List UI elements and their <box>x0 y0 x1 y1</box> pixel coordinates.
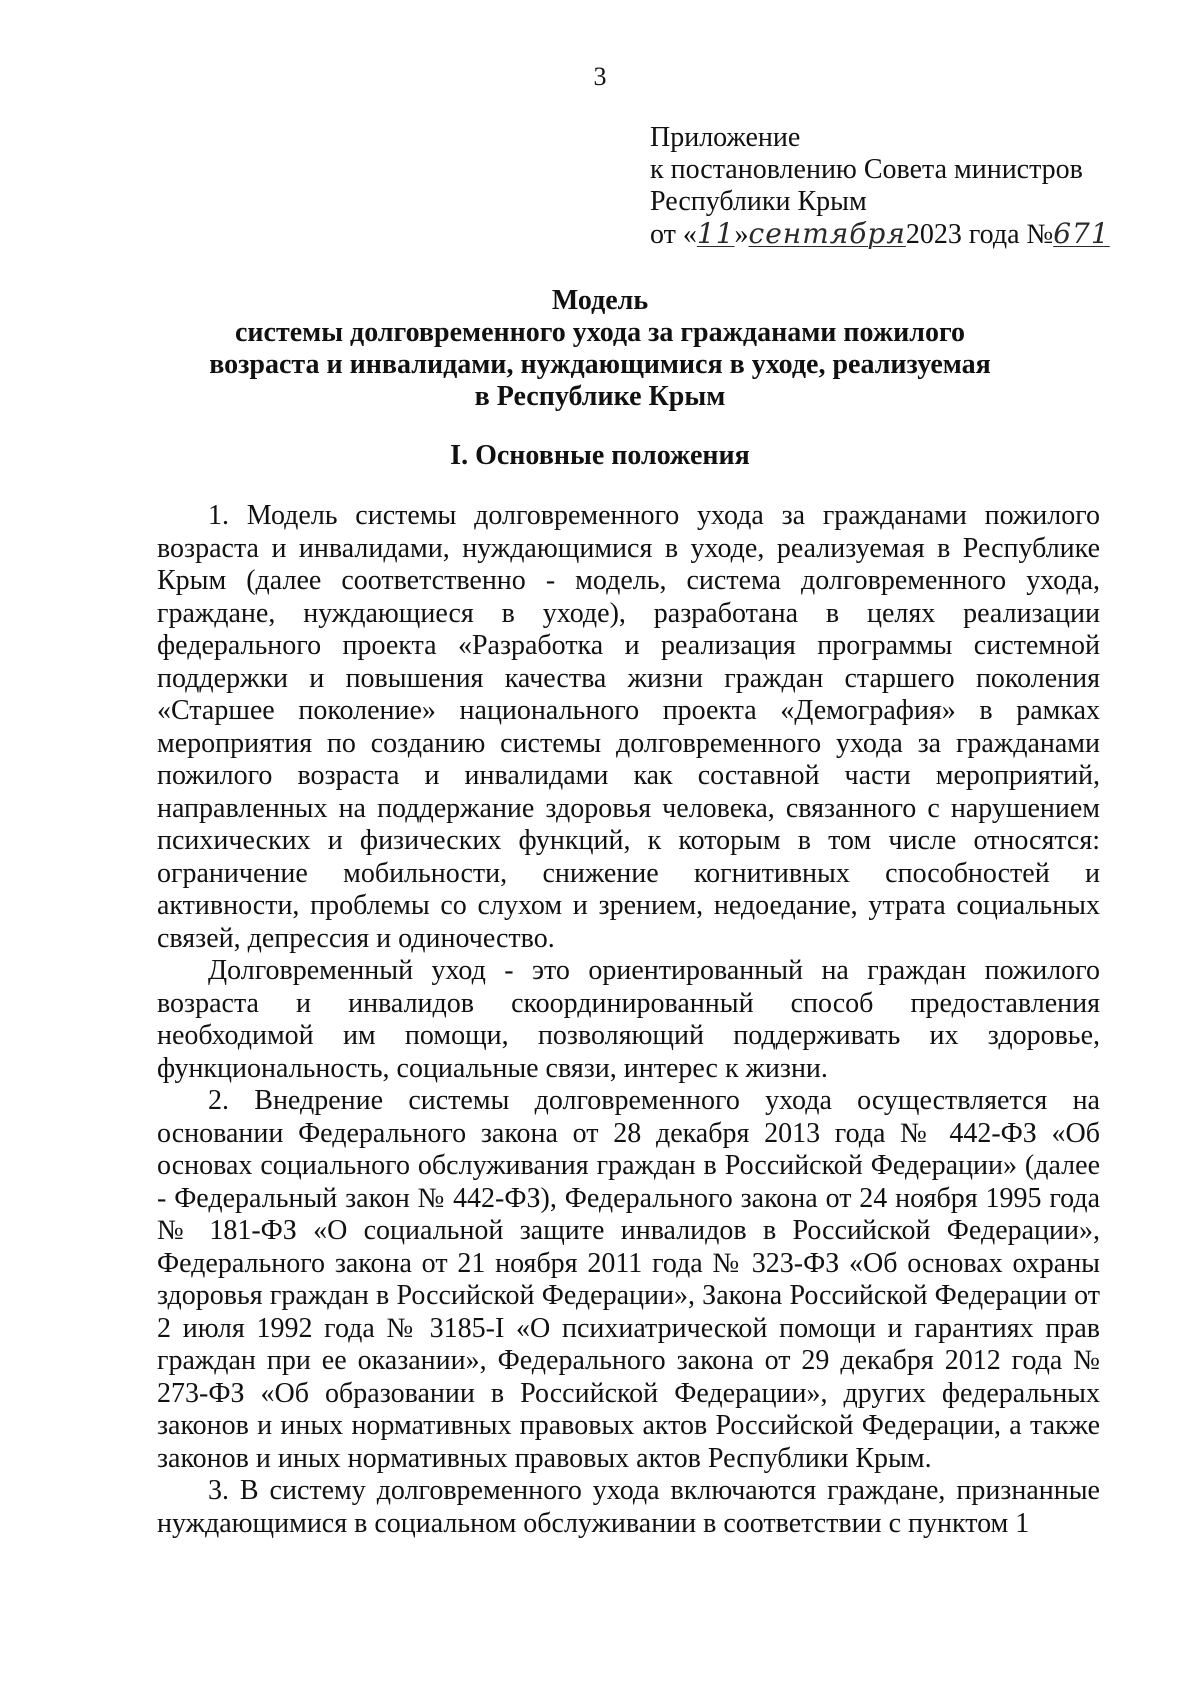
handwritten-number: 671 <box>1053 217 1110 250</box>
paragraph-3: 2. Внедрение системы долговременного ухода осуществляется на основании Федерального закона от 28 декабря 2013 года № 442-ФЗ «Об основах социального обслуживания граждан в Российской Федерации» (далее - Федеральный закон № 442-ФЗ), Федерального закона от 24 ноября 1995 года № 181-ФЗ «О социальной защите инвалидов в Российской Федерации», Федерального закона от 21 ноября 2011 года № 323-ФЗ «Об основах охраны здоровья граждан в Российской Федерации», Закона Российской Федерации от 2 июля 1992 года № 3185-I «О психиатрической помощи и гарантиях прав граждан при ее оказании», Федерального закона от 29 декабря 2012 года № 273-ФЗ «Об образовании в Российской Федерации», других федеральных законов и иных нормативных правовых актов Российской Федерации, а также законов и иных нормативных правовых актов Республики Крым. <box>157 1085 1100 1474</box>
date-year: 2023 года № <box>905 219 1054 250</box>
paragraph-2: Долговременный уход - это ориентированный на граждан пожилого возраста и инвалидов скоординированный способ предоставления необходимой им помощи, позволяющий поддерживать их здоровье, функциональность, социальные связи, интерес к жизни. <box>157 955 1100 1084</box>
appendix-date-line <box>650 218 1170 251</box>
handwritten-month: сентября <box>748 217 906 250</box>
appendix-label: Приложение <box>650 122 801 153</box>
paragraph-1: 1. Модель системы долговременного ухода за гражданами пожилого возраста и инвалидами, нуждающимися в уходе, реализуемая в Республике Крым (далее соответственно - модель, система долговременного ухода, граждане, нуждающиеся в уходе), разработана в целях реализации федерального проекта «Разработка и реализация программы системной поддержки и повышения качества жизни граждан старшего поколения «Старшее поколение» национального проекта «Демография» в рамках мероприятия по созданию системы долговременного ухода за гражданами пожилого возраста и инвалидами как составной части мероприятий, направленных на поддержание здоровья человека, связанного с нарушением психических и физических функций, к которым в том числе относятся: ограничение мобильности, снижение когнитивных способностей и активности, проблемы со слухом и зрением, недоедание, утрата социальных связей, депрессия и одиночество. <box>157 500 1100 954</box>
appendix-resolution-line: к постановлению Совета министров <box>650 154 1083 185</box>
title-line-1: Модель <box>551 285 649 316</box>
title-line-4: в Республике Крым <box>474 381 726 412</box>
paragraph-4: 3. В систему долговременного ухода включаются граждане, признанные нуждающимися в социальном обслуживании в соответствии с пунктом 1 <box>157 1475 1100 1539</box>
page-number: 3 <box>593 62 607 91</box>
document-body <box>157 500 1100 1540</box>
appendix-republic-line: Республики Крым <box>650 186 867 217</box>
date-prefix: от « <box>650 219 697 250</box>
section-heading: I. Основные положения <box>450 440 750 471</box>
title-line-3: возраста и инвалидами, нуждающимися в уходе, реализуемая <box>209 349 991 380</box>
handwritten-day: 11 <box>696 217 735 250</box>
appendix-block <box>650 122 1170 251</box>
document-title <box>100 285 1100 413</box>
title-line-2: системы долговременного ухода за гражданами пожилого <box>234 317 966 348</box>
date-mid: » <box>734 219 749 250</box>
